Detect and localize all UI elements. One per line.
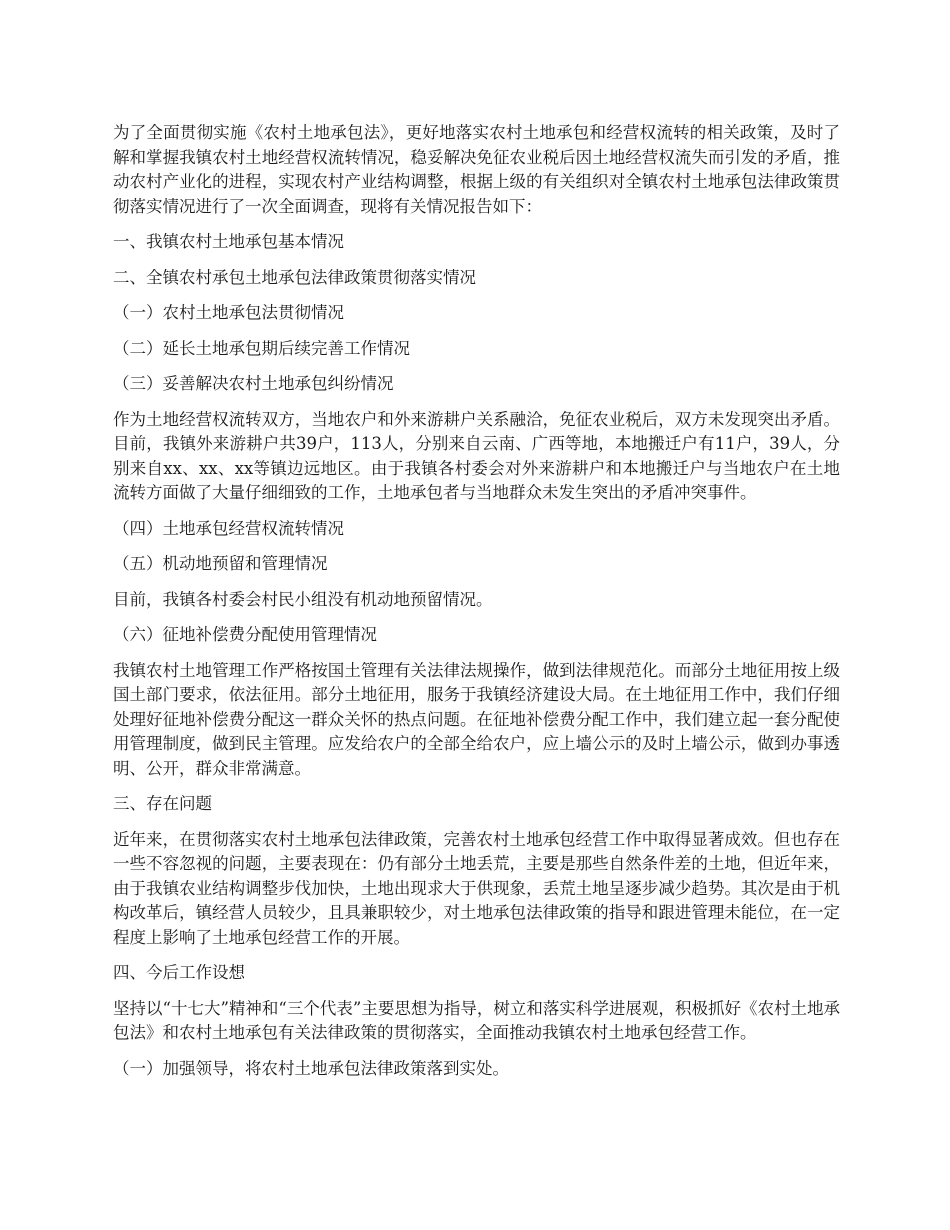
section-heading-4: 四、今后工作设想 — [113, 963, 245, 982]
subsection-heading-2-5: （五）机动地预留和管理情况 — [113, 554, 328, 573]
body-paragraph-disputes: 作为土地经营权流转双方，当地农户和外来游耕户关系融洽，免征农业税后，双方未发现突出矛盾。目前，我镇外来游耕户共39户，113人，分别来自云南、广西等地，本地搬迁户有11户，39人，分别来自xx、xx、xx等镇边远地区。由于我镇各村委会对外来游耕户和本地搬迁户与当地农户在土地流转方面做了大量仔细细致的工作，土地承包者与当地群众未发生突出的矛盾冲突事件。 — [113, 409, 840, 502]
intro-paragraph: 为了全面贯彻实施《农村土地承包法》，更好地落实农村土地承包和经营权流转的相关政策，及时了解和掌握我镇农村土地经营权流转情况，稳妥解决免征农业税后因土地经营权流失而引发的矛盾，推动农村产业化的进程，实现农村产业结构调整，根据上级的有关组织对全镇农村土地承包法律政策贯彻落实情况进行了一次全面调查，现将有关情况报告如下： — [113, 123, 840, 216]
subsection-heading-2-4: （四）土地承包经营权流转情况 — [113, 518, 344, 538]
body-paragraph-plans: 坚持以“十七大”精神和“三个代表”主要思想为指导，树立和落实科学进展观，积极抓好《农村土地承包法》和农村土地承包有关法律政策的贯彻落实，全面推动我镇农村土地承包经营工作。 — [113, 998, 840, 1042]
body-paragraph-reserved-land: 目前，我镇各村委会村民小组没有机动地预留情况。 — [113, 589, 493, 609]
document-body — [113, 121, 840, 1092]
body-paragraph-problems: 近年来，在贯彻落实农村土地承包法律政策，完善农村土地承包经营工作中取得显著成效。但也存在一些不容忽视的问题，主要表现在：仍有部分土地丢荒，主要是那些自然条件差的土地，但近年来，由于我镇农业结构调整步伐加快，土地出现求大于供现象，丢荒土地呈逐步减少趋势。其次是由于机构改革后，镇经营人员较少，且具兼职较少，对土地承包法律政策的指导和跟进管理未能位，在一定程度上影响了土地承包经营工作的开展。 — [113, 829, 840, 947]
section-heading-1: 一、我镇农村土地承包基本情况 — [113, 232, 344, 251]
section-heading-2: 二、全镇农村承包土地承包法律政策贯彻落实情况 — [113, 267, 476, 287]
subsection-heading-4-1: （一）加强领导，将农村土地承包法律政策落到实处。 — [113, 1058, 509, 1078]
subsection-heading-2-6: （六）征地补偿费分配使用管理情况 — [113, 625, 377, 644]
section-heading-3: 三、存在问题 — [113, 794, 212, 813]
body-paragraph-compensation: 我镇农村土地管理工作严格按国土管理有关法律法规操作，做到法律规范化。而部分土地征用按上级国土部门要求，依法征用。部分土地征用，服务于我镇经济建设大局。在土地征用工作中，我们仔细处理好征地补偿费分配这一群众关怀的热点问题。在征地补偿费分配工作中，我们建立起一套分配使用管理制度，做到民主管理。应发给农户的全部全给农户，应上墙公示的及时上墙公示，做到办事透明、公开，群众非常满意。 — [113, 660, 840, 778]
subsection-heading-2-3: （三）妥善解决农村土地承包纠纷情况 — [113, 374, 394, 393]
subsection-heading-2-2: （二）延长土地承包期后续完善工作情况 — [113, 338, 410, 358]
subsection-heading-2-1: （一）农村土地承包法贯彻情况 — [113, 303, 344, 322]
